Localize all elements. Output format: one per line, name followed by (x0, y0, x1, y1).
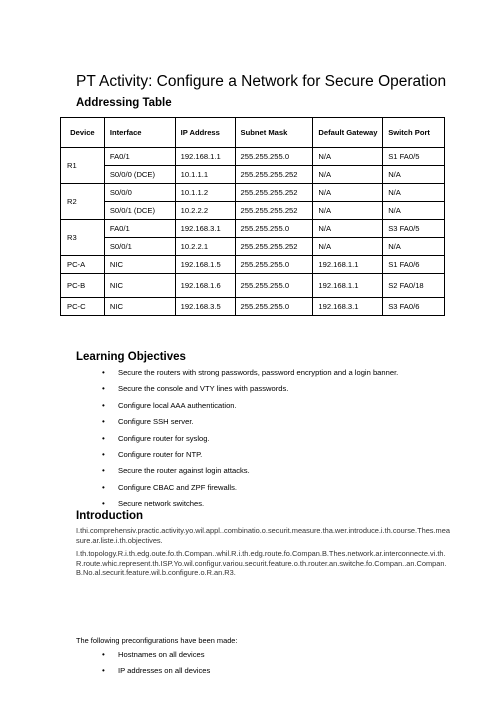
list-item: • Configure router for syslog. (118, 434, 398, 450)
default-gateway-cell: N/A (313, 148, 383, 166)
switch-port-cell: S3 FA0/6 (383, 298, 445, 316)
table-row (61, 220, 445, 238)
ip-address-cell: 192.168.1.6 (175, 274, 235, 298)
default-gateway-cell: 192.168.3.1 (313, 298, 383, 316)
interface-cell: S0/0/0 (DCE) (104, 166, 175, 184)
device-cell: PC-C (61, 298, 105, 316)
switch-port-cell: S1 FA0/6 (383, 256, 445, 274)
subnet-mask-cell: 255.255.255.0 (235, 256, 313, 274)
device-cell: PC-A (61, 256, 105, 274)
interface-cell: S0/0/0 (104, 184, 175, 202)
column-header-ip-address: IP Address (175, 118, 235, 148)
intro-paragraph: I.th.topology.R.i.th.edg.oute.fo.th.Compan..whil.R.i.th.edg.route.fo.Compan.B.Thes.network.ar.interconnecte.vi.th.R.route.whic.represent.th.ISP.Yo.wil.configur.variou.securit.feature.o.th.router.an.switche.fo.Compan..an.Compan.B.No.al.securit.feature.wil.b.configure.o.R.an.R3. (76, 549, 447, 578)
table-row (61, 202, 445, 220)
list-item: • Configure local AAA authentication. (118, 401, 398, 417)
column-header-default-gateway: Default Gateway (313, 118, 383, 148)
ip-address-cell: 10.1.1.2 (175, 184, 235, 202)
ip-address-cell: 10.2.2.2 (175, 202, 235, 220)
switch-port-cell: N/A (383, 238, 445, 256)
subnet-mask-cell: 255.255.255.0 (235, 148, 313, 166)
list-item: • Hostnames on all devices (118, 650, 210, 666)
column-header-device: Device (61, 118, 105, 148)
table-header-row (61, 118, 445, 148)
table-row (61, 148, 445, 166)
interface-cell: FA0/1 (104, 220, 175, 238)
default-gateway-cell: 192.168.1.1 (313, 256, 383, 274)
list-item: • IP addresses on all devices (118, 666, 210, 682)
subnet-mask-cell: 255.255.255.252 (235, 238, 313, 256)
list-item: • Secure the routers with strong passwords, password encryption and a login banner. (118, 368, 398, 384)
table-row (61, 238, 445, 256)
interface-cell: S0/0/1 (104, 238, 175, 256)
interface-cell: S0/0/1 (DCE) (104, 202, 175, 220)
subnet-mask-cell: 255.255.255.252 (235, 166, 313, 184)
column-header-interface: Interface (104, 118, 175, 148)
preconfig-paragraph: The following preconfigurations have been made: (76, 636, 238, 645)
switch-port-cell: N/A (383, 166, 445, 184)
default-gateway-cell: N/A (313, 220, 383, 238)
learning-objectives-list (118, 368, 398, 516)
ip-address-cell: 192.168.1.1 (175, 148, 235, 166)
ip-address-cell: 192.168.3.1 (175, 220, 235, 238)
learning-objectives-heading: Learning Objectives (76, 351, 186, 363)
default-gateway-cell: N/A (313, 166, 383, 184)
interface-cell: NIC (104, 274, 175, 298)
table-row (61, 274, 445, 298)
subnet-mask-cell: 255.255.255.252 (235, 202, 313, 220)
ip-address-cell: 10.2.2.1 (175, 238, 235, 256)
device-cell: R1 (61, 148, 105, 184)
device-cell: PC-B (61, 274, 105, 298)
list-item: • Secure network switches. (118, 499, 398, 515)
subnet-mask-cell: 255.255.255.0 (235, 298, 313, 316)
ip-address-cell: 10.1.1.1 (175, 166, 235, 184)
subnet-mask-cell: 255.255.255.0 (235, 220, 313, 238)
table-row (61, 298, 445, 316)
list-item: • Configure CBAC and ZPF firewalls. (118, 483, 398, 499)
table-row (61, 166, 445, 184)
switch-port-cell: S3 FA0/5 (383, 220, 445, 238)
addressing-table (60, 117, 445, 316)
default-gateway-cell: N/A (313, 238, 383, 256)
interface-cell: NIC (104, 256, 175, 274)
column-header-subnet-mask: Subnet Mask (235, 118, 313, 148)
ip-address-cell: 192.168.3.5 (175, 298, 235, 316)
subnet-mask-cell: 255.255.255.0 (235, 274, 313, 298)
preconfigurations-list (118, 650, 210, 682)
switch-port-cell: N/A (383, 184, 445, 202)
interface-cell: FA0/1 (104, 148, 175, 166)
list-item: • Secure the router against login attacks. (118, 466, 398, 482)
switch-port-cell: N/A (383, 202, 445, 220)
switch-port-cell: S2 FA0/18 (383, 274, 445, 298)
interface-cell: NIC (104, 298, 175, 316)
switch-port-cell: S1 FA0/5 (383, 148, 445, 166)
introduction-heading: Introduction (76, 510, 144, 522)
table-row (61, 184, 445, 202)
device-cell: R2 (61, 184, 105, 220)
subnet-mask-cell: 255.255.255.252 (235, 184, 313, 202)
ip-address-cell: 192.168.1.5 (175, 256, 235, 274)
default-gateway-cell: 192.168.1.1 (313, 274, 383, 298)
page-title: PT Activity: Configure a Network for Secure Operation (76, 73, 447, 90)
list-item: • Secure the console and VTY lines with passwords. (118, 384, 398, 400)
default-gateway-cell: N/A (313, 202, 383, 220)
default-gateway-cell: N/A (313, 184, 383, 202)
intro-paragraph: I.thi.comprehensiv.practic.activity.yo.wil.appl..combinatio.o.securit.measure.tha.wer.introduce.i.th.course.Thes.measure.ar.liste.i.th.objectives. (76, 526, 450, 545)
list-item: • Configure SSH server. (118, 417, 398, 433)
table-row (61, 256, 445, 274)
column-header-switch-port: Switch Port (383, 118, 445, 148)
list-item: • Configure router for NTP. (118, 450, 398, 466)
device-cell: R3 (61, 220, 105, 256)
addressing-table-heading: Addressing Table (76, 97, 172, 109)
